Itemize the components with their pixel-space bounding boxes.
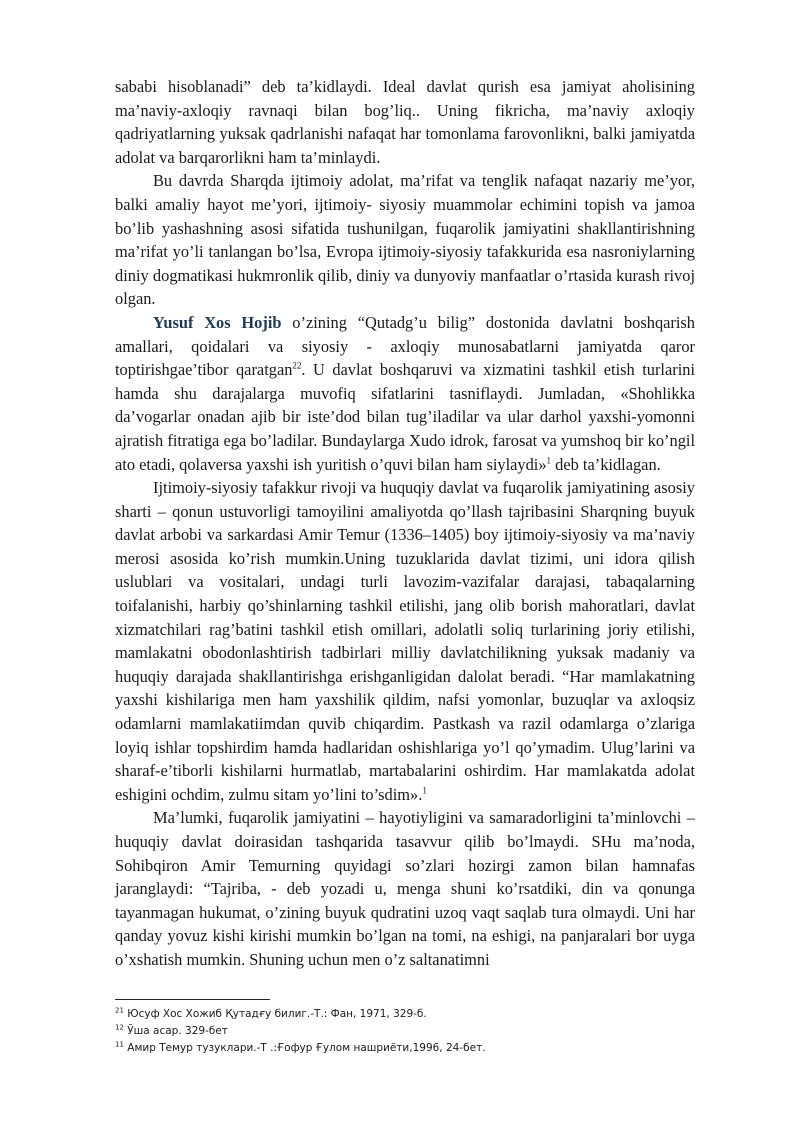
- paragraph-3-text-c: deb ta’kidlagan.: [551, 454, 661, 474]
- footnote-ref-1: 1: [546, 455, 552, 466]
- footnote-item: [115, 1023, 695, 1040]
- footnotes: [115, 1006, 695, 1057]
- paragraph-4: [115, 476, 695, 806]
- footnote-mark: 21: [115, 1006, 124, 1015]
- footnote-mark: 12: [115, 1023, 124, 1032]
- footnote-item: [115, 1006, 695, 1023]
- footnote-mark: 11: [115, 1040, 124, 1049]
- paragraph-2: Bu davrda Sharqda ijtimoiy adolat, ma’rifat va tenglik nafaqat nazariy me’yor, balki amaliy hayot me’yori, ijtimoiy- siyosiy muammolar echimini topish va jamoa bo’lib yashashning asosi sifatida tushunilgan, fuqarolik jamiyatini shakllantirishning ma’rifat yo’li tanlangan bo’lsa, Evropa ijtimoiy-siyosiy tafakkurida esa nasroniylarning diniy dogmatikasi hukmronlik qilib, diniy va dunyoviy manfaatlar o’rtasida kurash rivoj olgan.: [115, 171, 695, 309]
- paragraph-3: [115, 311, 695, 476]
- footnote-text: Юсуф Хос Хожиб Қутадғу билиг.-Т.: Фан, 1971, 329-б.: [123, 1008, 427, 1020]
- footnote-ref-22: 22: [292, 360, 302, 371]
- footnote-text: Амир Темур тузуклари.-Т .:Ғофур Ғулом нашриёти,1996, 24-бет.: [123, 1042, 486, 1054]
- footnote-item: [115, 1040, 695, 1057]
- body-text: [115, 75, 695, 972]
- paragraph-4-text: Ijtimoiy-siyosiy tafakkur rivoji va huquqiy davlat va fuqarolik jamiyatining asosiy sharti – qonun ustuvorligi tamoyilini amaliyotda qo’llash tajribasini Sharqning buyuk davlat arbobi va sarkardasi Amir Temur (1336–1405) boy ijtimoiy-siyosiy va ma’naviy merosi asosida ko’rish mumkin.Uning tuzuklarida davlat tizimi, uni idora qilish uslublari va vositalari, undagi turli lavozim-vazifalar darajasi, tabaqalarning toifalanishi, harbiy qo’shinlarning tashkil etilishi, jang olib borish mahoratlari, davlat xizmatchilari rag’batini tashkil etish omillari, adolatli soliq turlarining joriy etilishi, mamlakatni obodonlashtirish tadbirlari milliy davlatchilikning yuksak madaniy va huquqiy darajada shakllantirishga erishganligidan dalolat beradi. “Har mamlakatning yaxshi kishilariga men ham yaxshilik qildim, nafsi yomonlar, buzuqlar va axloqsiz odamlarni mamlakatiimdan quvib chiqardim. Pastkash va razil odamlarga o’zlariga loyiq ishlar topshirdim hamda hadlaridan oshishlariga yo’l qo’ymadim. Ulug’larini va sharaf-e’tiborli kishilarni hurmatlab, martabalarini oshirdim. Har mamlakatda adolat eshigini ochdim, zulmu sitam yo’lini to’sdim».: [115, 478, 695, 804]
- paragraph-3-text-b: . U davlat boshqaruvi va xizmatini tashkil etish turlarini hamda shu darajalarga muvofiq sifatlarini tasniflaydi. Jumladan, «Shohlikka da’vogarlar onadan ajib bir iste’dod bilan tug’iladilar va ular darhol yaxshi-yomonni ajratish fitratiga ega bo’ladilar. Bundaylarga Xudo idrok, farosat va yumshoq bir ko’ngil ato etadi, qolaversa yaxshi ish yuritish o’quvi bilan ham siylaydi»: [115, 360, 695, 474]
- paragraph-5: Ma’lumki, fuqarolik jamiyatini – hayotiyligini va samaradorligini ta’minlovchi – huquqiy davlat doirasidan tashqarida tasavvur qilib bo’lmaydi. SHu ma’noda, Sohibqiron Amir Temurning quyidagi so’zlari hozirgi zamon bilan hamnafas jaranglaydi: “Tajriba, - deb yozadi u, menga shuni ko’rsatdiki, din va qonunga tayanmagan hukumat, o’zining buyuk qudratini uzoq vaqt saqlab tura olmaydi. Uni har qanday yovuz kishi kirishi mumkin bo’lgan na tomi, na eshigi, na panjaralari bor uyga o’xshatish mumkin. Shuning uchun men o’z saltanatimni: [115, 808, 695, 969]
- footnote-ref-1b: 1: [422, 785, 427, 796]
- author-name: Yusuf Xos Hojib: [153, 312, 282, 332]
- paragraph-3-text-a: o’zining “Qutadg’u bilig” dostonida davlatni boshqarish amallari, qoidalari va siyosiy - axloqiy munosabatlarni jamiyatda qaror toptirishgae’tibor qaratgan: [115, 312, 696, 380]
- paragraph-1: sababi hisoblanadi” deb ta’kidlaydi. Ideal davlat qurish esa jamiyat aholisining ma’naviy-axloqiy ravnaqi bilan bog’liq.. Uning fikricha, ma’naviy axloqiy qadriyatlarning yuksak qadrlanishi nafaqat har tomonlama farovonlikni, balki jamiyatda adolat va barqarorlikni ham ta’minlaydi.: [115, 77, 695, 167]
- footnote-text: Ўша асар. 329-бет: [123, 1025, 228, 1037]
- footnote-divider: [115, 999, 270, 1000]
